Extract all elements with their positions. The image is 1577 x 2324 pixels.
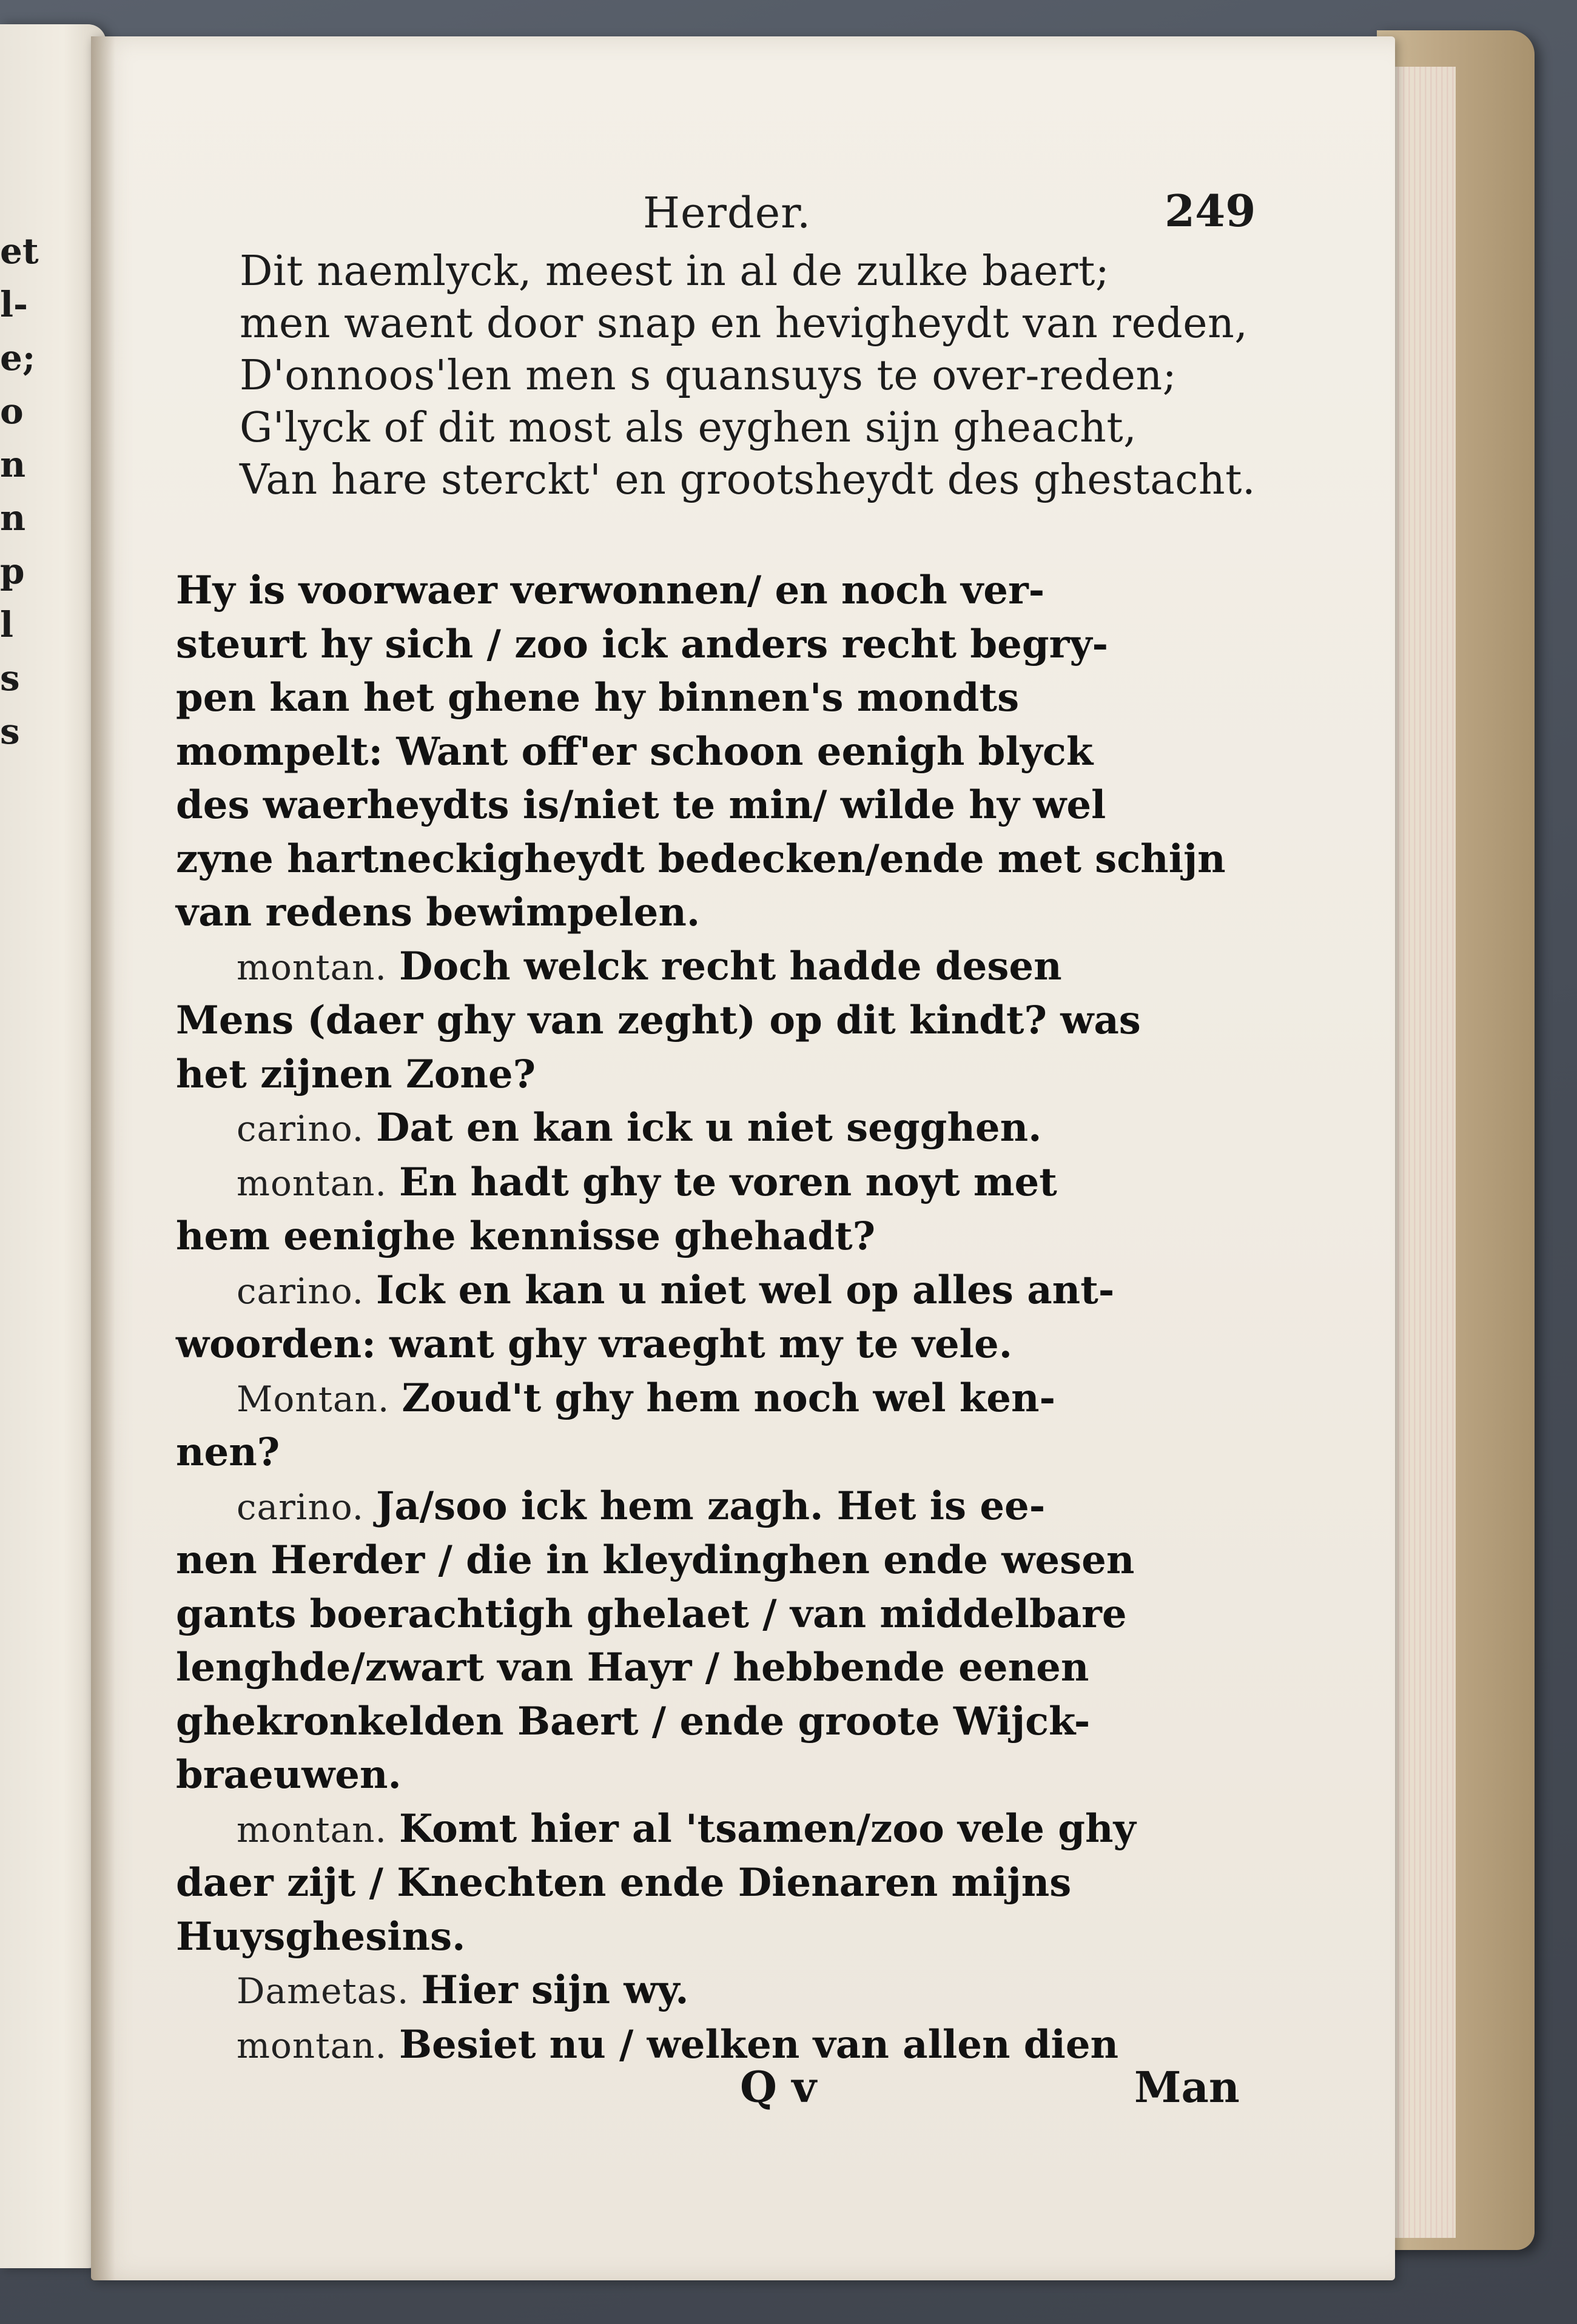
line-text: Dat en kan ick u niet segghen. [376,1105,1042,1150]
line-text: Doch welck recht hadde desen [398,943,1062,989]
catchword: Man [1134,2062,1240,2112]
line-text: van redens bewimpelen. [176,890,701,935]
line-text: Hier sijn wy. [421,1967,689,2013]
line-text: Zoud't ghy hem noch wel ken- [402,1375,1056,1421]
line-text: braeuwen. [176,1752,402,1798]
page-number: 249 [1165,185,1256,237]
prose-line [176,1318,1268,1372]
left-edge-char: s [0,657,20,699]
line-text: En hadt ghy te voren noyt met [398,1159,1057,1205]
line-text: mompelt: Want off'er schoon eenigh blyck [176,728,1094,774]
verse-line: men waent door snap en hevigheydt van reden, [240,300,1248,348]
line-text: des waerheydts is/niet te min/ wilde hy wel [176,782,1106,828]
line-text: nen? [176,1429,280,1475]
prose-line [176,1480,1268,1534]
left-edge-char: o [0,391,24,432]
line-text: Ick en kan u niet wel op alles ant- [376,1267,1115,1313]
signature-mark: Q v [740,2062,817,2112]
prose-line [176,1372,1268,1426]
line-text: daer zijt / Knechten ende Dienaren mijns [176,1860,1072,1906]
line-text: pen kan het ghene hy binnen's mondts [176,675,1020,720]
line-text: steurt hy sich / zoo ick anders recht begry- [176,621,1109,667]
line-text: Huysghesins. [176,1913,466,1960]
prose-line [176,1964,1268,2018]
prose-line [176,1748,1268,1802]
prose-line [176,1910,1268,1964]
speaker-name: montan. [237,946,387,988]
speaker-name: montan. [237,2024,387,2066]
line-text: zyne hartneckigheydt bedecken/ende met schijn [176,836,1226,882]
verse-line: Van hare sterckt' en grootsheydt des ghestacht. [240,456,1256,504]
verse-line: G'lyck of dit most als eyghen sijn gheacht, [240,404,1137,452]
speaker-name: Montan. [237,1378,390,1420]
line-text: woorden: want ghy vraeght my te vele. [176,1322,1012,1367]
line-text: ghekronkelden Baert / ende groote Wijck- [176,1698,1091,1744]
book-gutter [91,36,115,2280]
line-text: Besiet nu / welken van allen dien [398,2021,1119,2067]
left-edge-char: s [0,711,20,752]
prose-line [176,886,1268,940]
speaker-name: Dametas. [237,1970,409,2012]
line-text: nen Herder / die in kleydinghen ende wesen [176,1537,1135,1583]
prose-line [176,2018,1268,2073]
left-page [0,24,106,2268]
prose-line [176,1856,1268,1910]
prose-line [176,1802,1268,1857]
prose-line [176,1588,1268,1642]
line-text: lenghde/zwart van Hayr / hebbende eenen [176,1645,1089,1690]
speaker-name: montan. [237,1162,387,1204]
prose-line [176,725,1268,779]
verse-line: D'onnoos'len men s quansuys te over-reden; [240,352,1177,400]
running-title: Herder. [643,188,812,238]
prose-line [176,1534,1268,1588]
prose-line [176,1426,1268,1480]
line-text: Hy is voorwaer verwonnen/ en noch ver- [176,568,1045,613]
left-edge-char: l- [0,284,29,325]
left-edge-char: n [0,497,26,539]
line-text: hem eenighe kennisse ghehadt? [176,1214,876,1259]
line-text: Ja/soo ick hem zagh. Het is ee- [376,1483,1046,1529]
prose-line [176,779,1268,833]
prose-line [176,1210,1268,1264]
speaker-name: carino. [237,1270,365,1312]
left-edge-char: e; [0,337,36,378]
prose-line [176,1264,1268,1318]
prose-line [176,1641,1268,1695]
prose-block [176,564,1268,2072]
left-edge-char: n [0,444,26,485]
left-edge-char: l [0,604,14,645]
left-page-edge-text [0,224,39,758]
left-edge-char: et [0,230,39,272]
speaker-name: carino. [237,1108,365,1149]
prose-line [176,671,1268,725]
line-text: gants boerachtigh ghelaet / van middelbare [176,1591,1127,1637]
prose-line [176,994,1268,1048]
speaker-name: montan. [237,1808,387,1850]
prose-line [176,940,1268,995]
line-text: Mens (daer ghy van zeght) op dit kindt? was [176,998,1141,1043]
prose-line [176,833,1268,887]
prose-line [176,1048,1268,1102]
verse-block [240,246,1256,506]
prose-line [176,564,1268,618]
prose-line [176,1101,1268,1156]
line-text: Komt hier al 'tsamen/zoo vele ghy [398,1805,1136,1852]
line-text: het zijnen Zone? [176,1051,536,1097]
verse-line: Dit naemlyck, meest in al de zulke baert; [240,247,1110,295]
speaker-name: carino. [237,1486,365,1528]
prose-line [176,1695,1268,1749]
left-edge-char: p [0,551,25,592]
prose-line [176,618,1268,672]
prose-line [176,1156,1268,1211]
